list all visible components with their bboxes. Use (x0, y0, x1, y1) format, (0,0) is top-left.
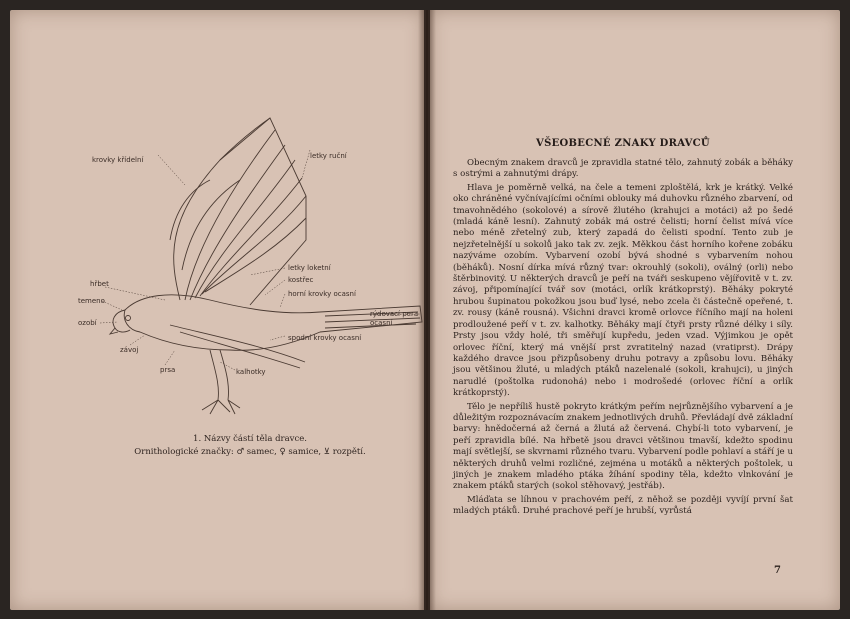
paragraph-2: Hlava je poměrně velká, na čele a temeni zploštělá, krk je krátký. Velké oko chráněné vyčnívajícími očními oblouky má duhovku různého zbarvení, od tmavohnědého (sokolové) a sírově žlutého (krahujci a motáci) až po šedé (mladá káně lesní). Zahnutý zobák má ostré čelisti; horní čelist mívá více nebo méně zřetelný zub, který zapadá do čelisti spodní. Tento zub je nejzřetelnější u sokolů jako tak zv. zejk. Měkkou část horního kořene zobáku nazýváme ozobím. Vybarvení ozobí bývá shodné s vybarvením nohou (běháků). Nosní dírka mívá různý tvar: okrouhlý (sokoli), oválný (orli) nebo štěrbinovitý. U některých dravců je peří na tváři seskupeno vějířovitě v t. zv. závoj, připomínající tvář sov (motáci, orlík krátkoprstý). Běháky pokryté hrubou šupinatou pokožkou jsou buď lysé, nebo zcela či částečně opeřené, t. zv. rousy (káně rousná). Všichni dravci kromě orlovce říčního mají na holeni prodloužené peří v t. zv. kalhotky. Běháky mají čtyři prsty různé délky i síly. Prsty jsou vždy holé, tři směřují kupředu, jeden vzad. Výjimkou je opět orlovec říční, který má vnější prst zvratitelný nazad (vratiprst). Drápy každého dravce jsou přizpůsobeny druhu potravy a způsobu lovu. Běháky jsou většinou žluté, u mladých ptáků nazelenalé (sokoli, krahujci), u jiných narudlé (poštolka rudonohá) nebo i modrošedé (orlovec říční a orlík krátkoprstý). (453, 182, 793, 399)
label-spodni-krovky-ocasni: spodní krovky ocasní (288, 334, 362, 342)
figure-caption-symbols: Ornithologické značky: ♂ samec, ♀ samice, ⊻ rozpětí. (134, 447, 366, 457)
paragraph-3: Tělo je nepříliš hustě pokryto krátkým peřím nejrůznějšího vybarvení a je důležitým rozpoznávacím znakem jednotlivých druhů. Převládají dvě základní barvy: hnědočerná až černá a žlutá až červená. Chybí-li toto vybarvení, je peří zpravidla bílé. Na hřbetě jsou dravci většinou tmavší, kdežto spodinu mají světlejší, se skvrnami různého tvaru. Vybarvení podle pohlaví a stáří je u některých druhů velmi rozličné, zejména u motáků a některých poštolek, u jiných je znakem mladého ptáka žíhání spodiny těla, kdežto vlnkování je znakem ptáků starých (sokol stěhovavý, jestřáb). (453, 401, 793, 492)
label-horni-krovky-ocasni: horní krovky ocasní (288, 290, 356, 298)
label-letky-loketni: letky loketní (288, 264, 331, 272)
falcon-illustration (70, 100, 430, 430)
label-zavoj: závoj (120, 346, 139, 354)
label-letky-rucni: letky ruční (310, 152, 347, 160)
paragraph-1: Obecným znakem dravců je zpravidla statné tělo, zahnutý zobák a běháky s ostrými a zahnutými drápy. (453, 158, 793, 180)
label-ridovaci-pera: rýdovací pera ocasní (370, 310, 419, 327)
section-heading: VŠEOBECNÉ ZNAKY DRAVCŮ (536, 138, 710, 149)
label-kalhotky: kalhotky (236, 368, 266, 376)
falcon-drawing (70, 100, 430, 430)
page-number: 7 (774, 565, 781, 576)
body-text (453, 158, 793, 520)
label-prsa: prsa (160, 366, 176, 374)
label-temeno: temeno (78, 297, 105, 305)
label-hrbet: hřbet (90, 280, 109, 288)
label-ozobi: ozobí (78, 319, 97, 327)
figure-caption-title: 1. Názvy částí těla dravce. (193, 434, 307, 444)
label-kostrec: kostřec (288, 276, 314, 284)
paragraph-4: Mláďata se líhnou v prachovém peří, z něhož se později vyvíjí první šat mladých ptáků. Druhé prachové peří je hrubší, vyrůstá (453, 494, 793, 517)
label-krovky-kridelni: krovky křídelní (92, 156, 144, 164)
